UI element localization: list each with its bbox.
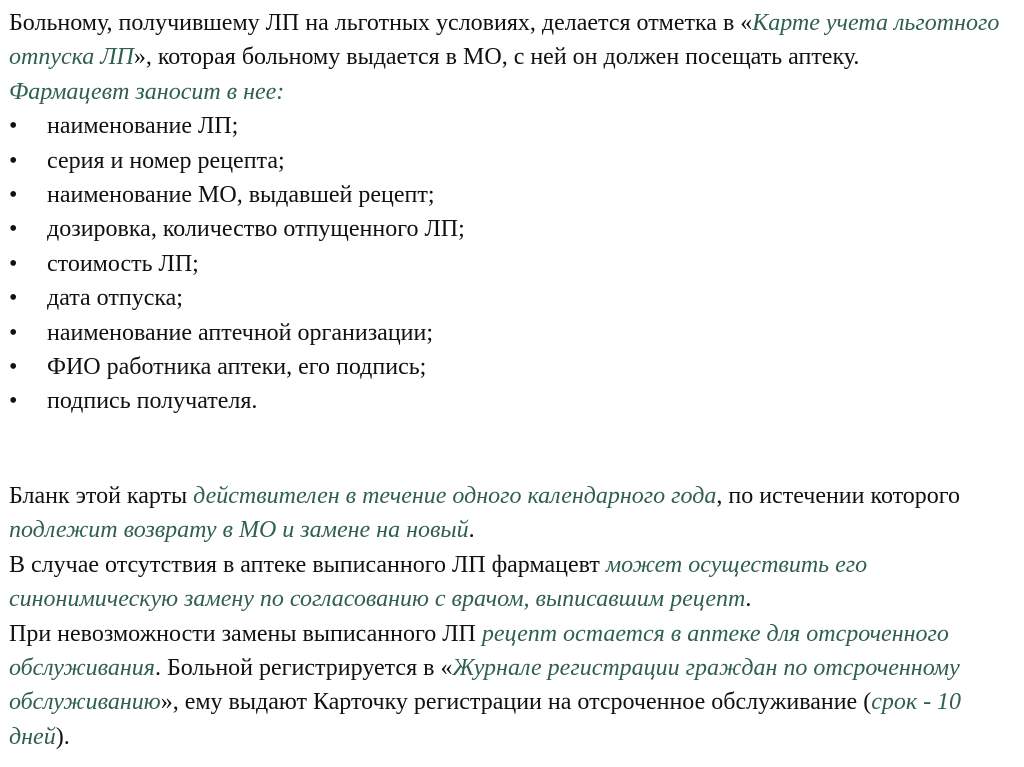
list-item-text: наименование аптечной организации;: [47, 319, 434, 346]
paragraph-text: , по истечении которого: [716, 483, 961, 509]
list-item-text: серия и номер рецепта;: [47, 147, 285, 174]
list-item: [9, 350, 1019, 384]
list-item: [9, 316, 1019, 350]
impossibility-paragraph: [9, 617, 1019, 755]
bullet-icon: •: [9, 285, 18, 312]
paragraph-text: », ему выдают Карточку регистрации на отсроченное обслуживание (: [160, 689, 872, 716]
bullet-icon: •: [9, 147, 18, 174]
list-item: [9, 212, 1019, 246]
paragraph-text: ).: [55, 723, 70, 750]
paragraph-text: .: [468, 517, 475, 544]
absence-paragraph: [9, 548, 1019, 617]
bullet-icon: •: [9, 354, 18, 381]
list-item-text: ФИО работника аптеки, его подпись;: [47, 354, 427, 381]
top-section: [9, 6, 1019, 419]
paragraph-text: .: [745, 586, 752, 613]
intro-paragraph: [9, 6, 1019, 75]
bullet-icon: •: [9, 250, 18, 277]
paragraph-text: В случае отсутствия в аптеке выписанного ЛП фармацевт: [9, 551, 606, 578]
paragraph-text: Бланк этой карты: [9, 483, 194, 509]
list-item: [9, 247, 1019, 281]
card-title-italic: Карте учета льготного отпуска ЛП: [9, 10, 1000, 71]
bullet-list: [9, 109, 1019, 419]
paragraph-italic: срок - 10 дней: [9, 689, 962, 750]
list-item-text: наименование ЛП;: [47, 113, 239, 140]
paragraph-italic: действителен в течение одного календарного года: [193, 483, 717, 509]
paragraph-italic: подлежит возврату в МО и замене на новый: [9, 517, 469, 544]
paragraph-italic: рецепт остается в аптеке для отсроченного обслуживания: [9, 620, 949, 682]
list-item-text: подпись получателя.: [47, 388, 258, 415]
list-item: [9, 109, 1019, 143]
list-item: [9, 144, 1019, 178]
bullet-icon: •: [9, 216, 18, 243]
bullet-icon: •: [9, 388, 18, 415]
bottom-section: [9, 479, 1019, 754]
list-item: [9, 384, 1019, 418]
list-item-text: дата отпуска;: [47, 285, 183, 312]
paragraph-italic: Журнале регистрации граждан по отсроченному обслуживанию: [9, 655, 960, 716]
pharmacist-heading: Фармацевт заносит в нее:: [9, 78, 285, 105]
list-item: [9, 178, 1019, 212]
blank-validity-paragraph: [9, 479, 1019, 548]
list-item-text: стоимость ЛП;: [47, 250, 199, 277]
list-item-text: дозировка, количество отпущенного ЛП;: [47, 216, 465, 243]
paragraph-text: . Больной регистрируется в «: [154, 655, 453, 682]
paragraph-text: При невозможности замены выписанного ЛП: [9, 620, 482, 647]
list-item: [9, 281, 1019, 315]
list-item-text: наименование МО, выдавшей рецепт;: [47, 182, 435, 209]
bullet-icon: •: [9, 113, 18, 140]
intro-text-end: », которая больному выдается в МО, с ней он должен посещать аптеку.: [133, 44, 860, 71]
intro-text: Больному, получившему ЛП на льготных условиях, делается отметка в «: [9, 10, 753, 36]
bullet-icon: •: [9, 182, 18, 209]
paragraph-italic: может осуществить его синонимическую замену по согласованию с врачом, выписавшим рецепт: [9, 551, 868, 613]
bullet-icon: •: [9, 319, 18, 346]
